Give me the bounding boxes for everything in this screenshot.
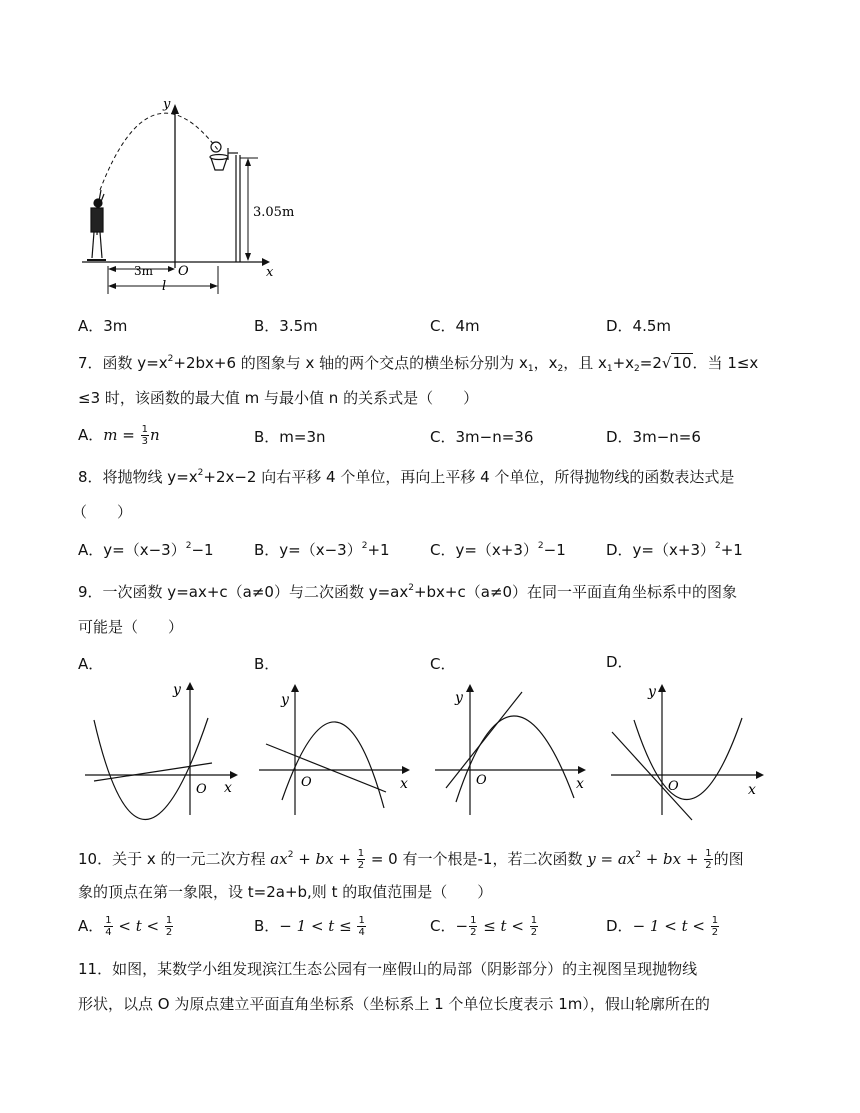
q10-option-c: C．− $\frac{1}{2}$ ≤ t < $\frac{1}{2}$ [430,915,538,938]
q7-stem-line2: ≤3 时，该函数的最大值 m 与最小值 n 的关系式是（ ） [78,389,479,407]
q9-label-b: B． [254,655,280,673]
fig-height-label: 3.05m [253,205,295,220]
q7-option-b: B．m=3n [254,428,326,446]
q9-graph-d [606,680,766,820]
q10-option-a: A． $\frac{1}{4}$ < t < $\frac{1}{2}$ [78,915,173,938]
svg-text:x: x [576,776,584,792]
player-icon [87,190,106,260]
svg-text:O: O [476,773,487,788]
q9-graph-b [254,680,414,820]
fig-y-label: y [163,97,171,112]
q10-stem-line1: 10．关于 x 的一元二次方程 $ax^2$ + bx + $\frac{1}{2}$ = 0 有一个根是-1，若二次函数 $y = ax^2$ + bx + $\frac{1}{2}$ 的图 [78,848,744,871]
q9-label-c: C． [430,655,456,673]
svg-text:O: O [196,782,207,797]
q10-option-b: B．− 1 < t ≤ $\frac{1}{4}$ [254,915,365,938]
basketball-figure [0,0,860,300]
svg-text:y: y [455,690,463,706]
svg-text:x: x [224,780,232,796]
svg-text:y: y [173,682,181,698]
q7-option-d: D．3m−n=6 [606,428,701,446]
q9-label-d: D． [606,653,633,671]
q8-option-a: A．$y=(x-3)^2-1$ [78,541,214,559]
fig-l-label: l [162,279,167,294]
q6-option-c: C．4m [430,317,480,335]
q6-option-d: D．4.5m [606,317,672,335]
q8-stem-line1: 8．将抛物线 $y=x^2+2x-2$ 向右平移 4 个单位，再向上平移 4 个单位，所得抛物线的函数表达式是 [78,468,735,486]
svg-text:x: x [400,776,408,792]
q8-option-b: B．$y=(x-3)^2+1$ [254,541,390,559]
q9-label-a: A． [78,655,104,673]
svg-text:y: y [648,684,656,700]
svg-text:x: x [748,782,756,798]
q10-option-d: D．− 1 < t < $\frac{1}{2}$ [606,915,719,938]
q9-graph-c [430,680,590,820]
q6-option-b: B．3.5m [254,317,318,335]
q7-option-c: C．3m−n=36 [430,428,534,446]
q7-stem-line1: 7．函数 $y=x^2+2bx+6$ 的图象与 x 轴的两个交点的横坐标分别为 $x_1$，$x_2$，且 $x_1+x_2=2√10$．当 1≤x [78,354,759,374]
q7-option-a: A．m = $\frac{1}{3}$ n [78,424,160,447]
q11-stem-line2: 形状，以点 O 为原点建立平面直角坐标系（坐标系上 1 个单位长度表示 1m），假山轮廓所在的 [78,995,710,1013]
q10-stem-line2: 象的顶点在第一象限，设 t=2a+b,则 t 的取值范围是（ ） [78,883,493,901]
q11-stem-line1: 11．如图，某数学小组发现滨江生态公园有一座假山的局部（阴影部分）的主视图呈现抛物线 [78,960,698,978]
q8-stem-line2: （ ） [72,503,133,521]
q8-option-d: D．$y=(x+3)^2+1$ [606,541,743,559]
svg-text:O: O [668,779,679,794]
hoop-icon [210,142,240,262]
fig-x-label: x [266,265,274,280]
svg-text:O: O [301,775,312,790]
q9-stem-line2: 可能是（ ） [78,618,184,636]
q6-option-a: A．3m [78,317,128,335]
q9-graph-a [80,680,240,820]
q9-stem-line1: 9．一次函数 y=ax+c（a≠0）与二次函数 $y=ax^2+bx+c(a\ne 0)$在同一平面直角坐标系中的图象 [78,583,738,601]
q8-option-c: C．$y=(x+3)^2-1$ [430,541,566,559]
fig-origin-label: O [178,264,189,279]
fig-dist-label: 3m [134,264,154,278]
svg-text:y: y [281,692,289,708]
